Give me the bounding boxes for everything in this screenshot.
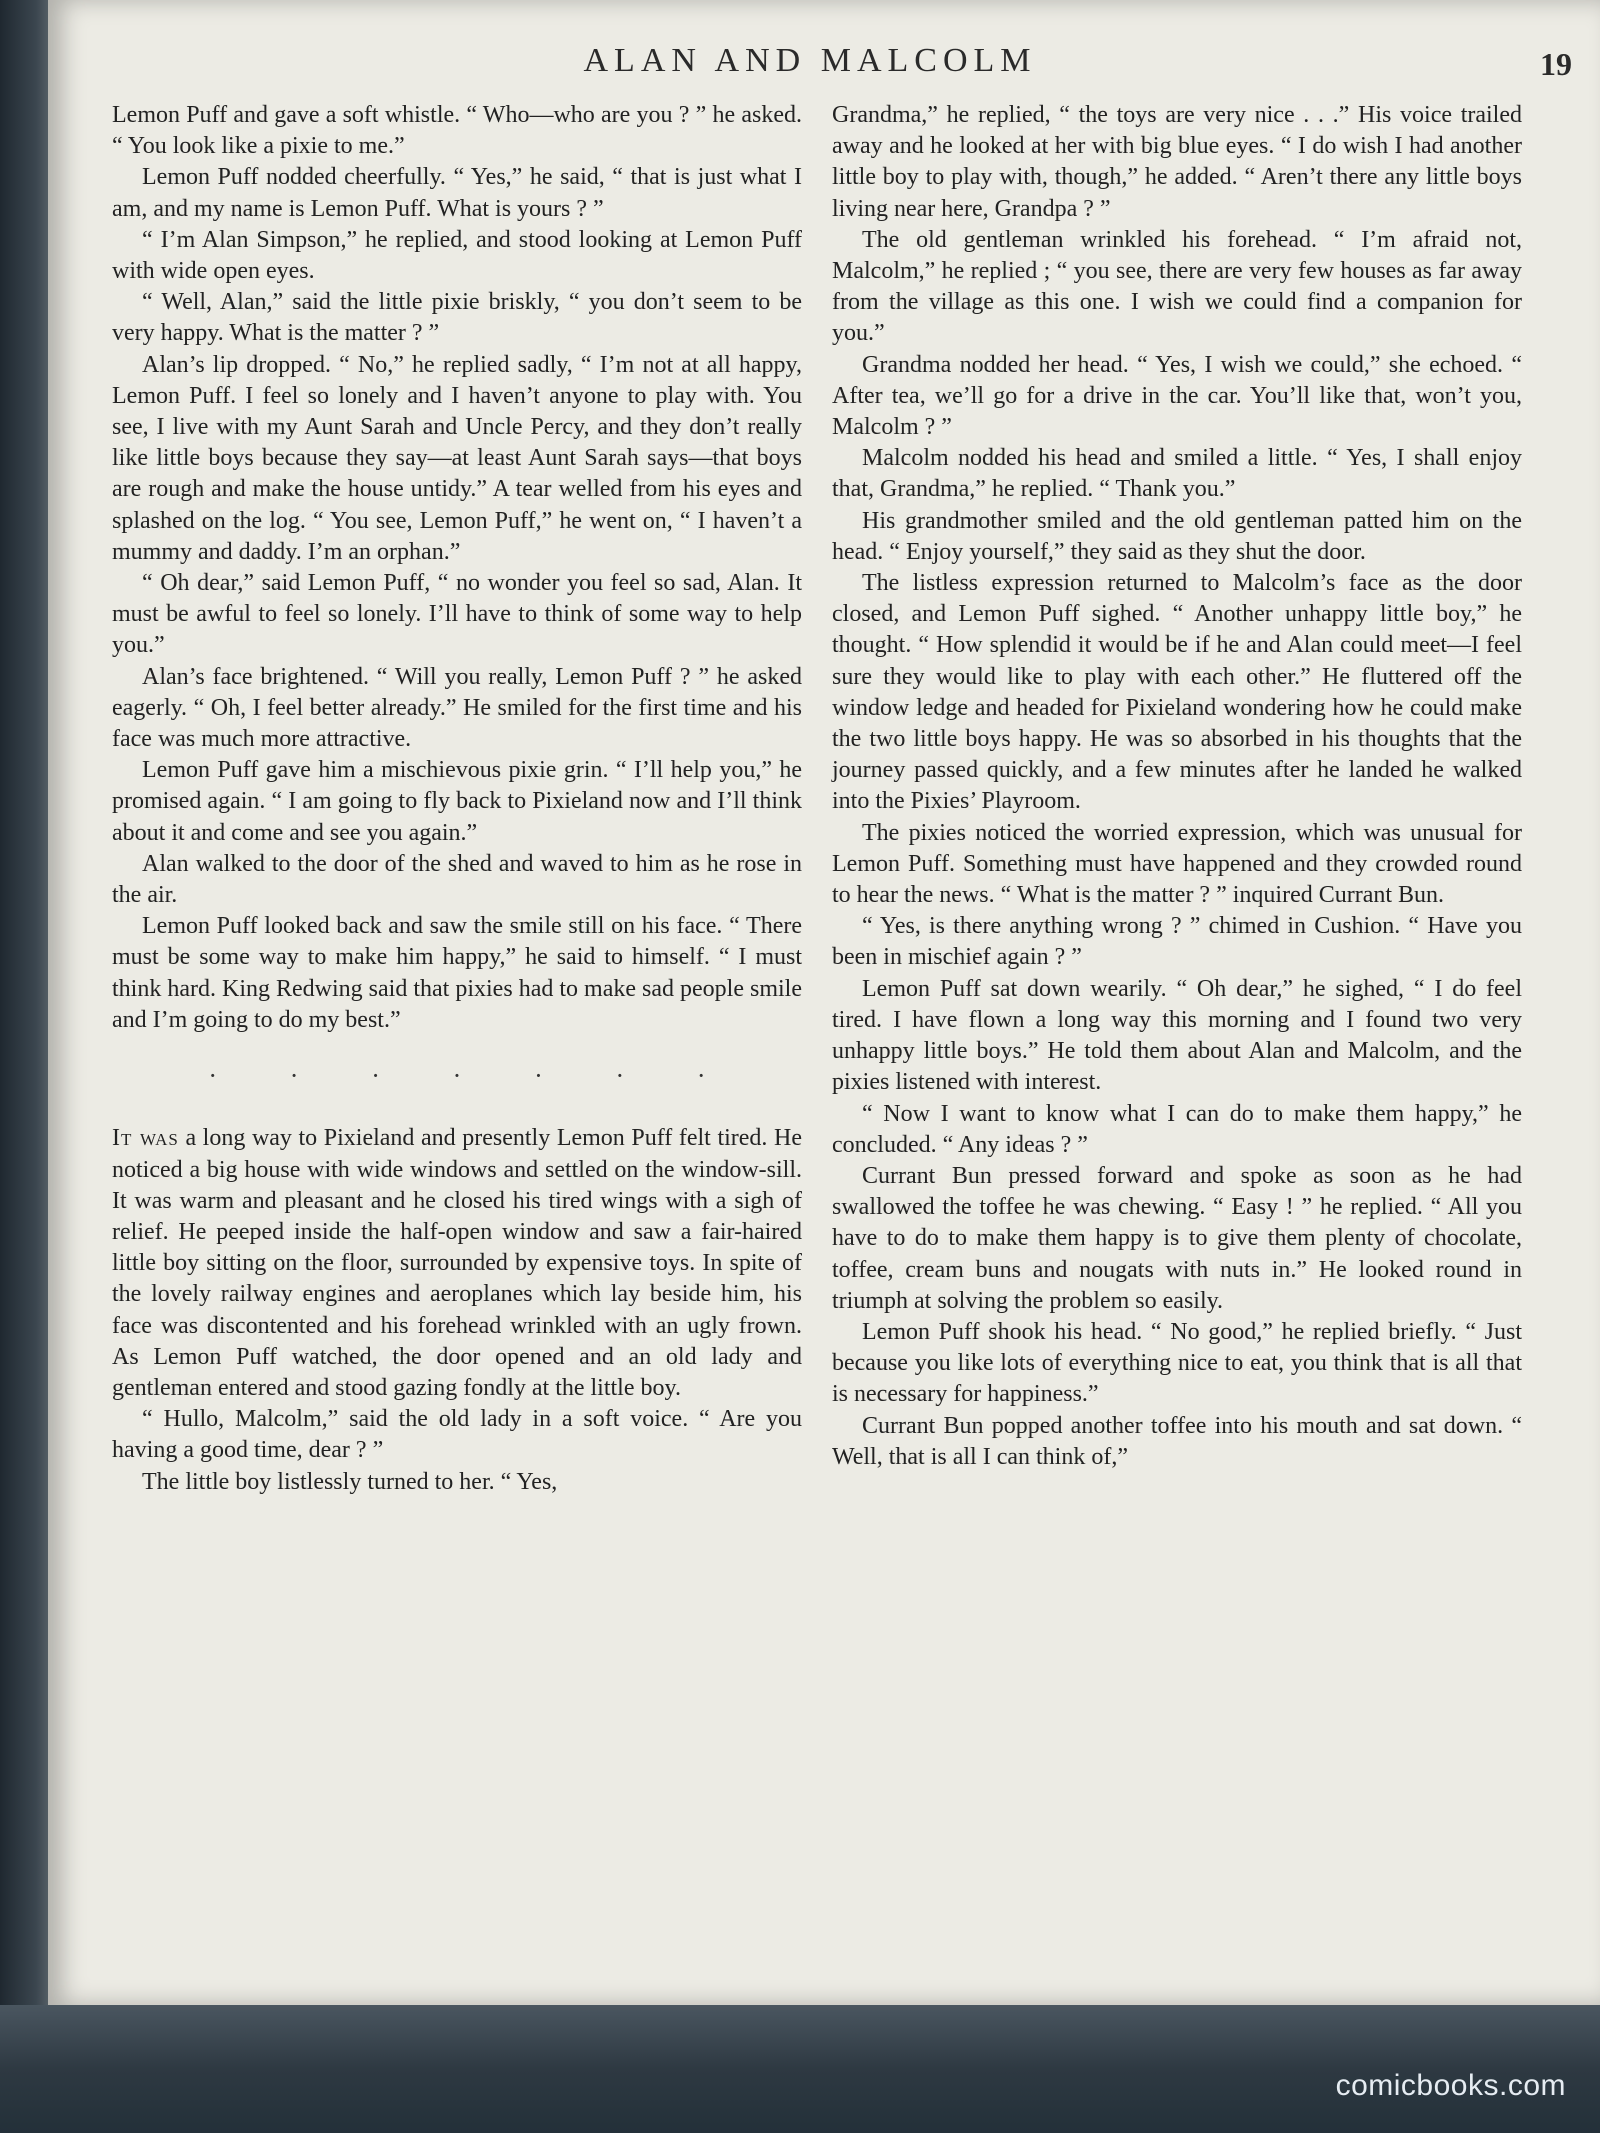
paragraph: “ Oh dear,” said Lemon Puff, “ no wonder you feel so sad, Alan. It must be awful to feel so lonely. I’ll have to think of some way to help you.” xyxy=(112,570,802,659)
paragraph: His grandmother smiled and the old gentleman patted him on the head. “ Enjoy yourself,” they said as they shut the door. xyxy=(832,507,1522,565)
running-title: ALAN AND MALCOLM xyxy=(583,42,1037,79)
section-lead-rest: a long way to Pixieland and presently Lemon Puff felt tired. He noticed a big house with wide windows and settled on the window-sill. It was warm and pleasant and he closed his tired wings with a sigh of relief. He peeped inside the half-open window and saw a fair-haired little boy sitting on the floor, surrounded by expensive toys. In spite of the lovely railway engines and aeroplanes which lay beside him, his face was discontented and his forehead wrinkled with an ugly frown. As Lemon Puff watched, the door opened and an old lady and gentleman entered and stood gazing fondly at the little boy. xyxy=(112,1125,802,1401)
paragraph: The listless expression returned to Malcolm’s face as the door closed, and Lemon Puff sighed. “ Another unhappy little boy,” he thought. “ How splendid it would be if he and Alan could meet—I feel sure they would like to play with each other.” He fluttered off the window ledge and headed for Pixieland wondering how he could make the two little boys happy. He was so absorbed in his thoughts that the journey passed quickly, and a few minutes after he landed he walked into the Pixies’ Playroom. xyxy=(832,570,1522,815)
section-opening-paragraph xyxy=(112,1123,802,1404)
section-break-dot: · xyxy=(289,1061,299,1091)
page-number: 19 xyxy=(1540,46,1572,82)
paragraph: “ Well, Alan,” said the little pixie briskly, “ you don’t seem to be very happy. What is the matter ? ” xyxy=(112,289,802,347)
section-break-dot: · xyxy=(534,1061,543,1091)
paragraph: Lemon Puff nodded cheerfully. “ Yes,” he said, “ that is just what I am, and my name is Lemon Puff. What is yours ? ” xyxy=(112,164,802,222)
paragraph: Lemon Puff sat down wearily. “ Oh dear,” he sighed, “ I do feel tired. I have flown a long way this morning and I found two very unhappy little boys.” He told them about Alan and Malcolm, and the pixies listened with interest. xyxy=(832,975,1522,1096)
paragraph: Alan’s lip dropped. “ No,” he replied sadly, “ I’m not at all happy, Lemon Puff. I feel so lonely and I haven’t anyone to play with. You see, I live with my Aunt Sarah and Uncle Percy, and they don’t really like little boys because they say—at least Aunt Sarah says—that boys are rough and make the house untidy.” A tear welled from his eyes and splashed on the log. “ You see, Lemon Puff,” he went on, “ I haven’t a mummy and daddy. I’m an orphan.” xyxy=(112,351,802,565)
section-break-dot: · xyxy=(371,1061,380,1091)
watermark: comicbooks.com xyxy=(1335,2069,1566,2102)
paragraph: Currant Bun pressed forward and spoke as soon as he had swallowed the toffee he was chewing. “ Easy ! ” he replied. “ All you have to do to make them happy is to give them plenty of chocolate, toffee, cream buns and nougats with nuts in.” He looked round in triumph at solving the problem so easily. xyxy=(832,1162,1522,1314)
section-lead-caps: It was xyxy=(112,1125,179,1152)
continued-paragraph: Grandma,” he replied, “ the toys are very nice . . .” His voice trailed away and he looked at her with big blue eyes. “ I do wish I had another little boy to play with, though,” he added. “ Aren’t there any little boys living near here, Grandpa ? ” xyxy=(832,102,1522,222)
paragraph: Lemon Puff gave him a mischievous pixie grin. “ I’ll help you,” he promised again. “ I am going to fly back to Pixieland now and I’ll think about it and come and see you again.” xyxy=(112,757,802,846)
paragraph: The pixies noticed the worried expression, which was unusual for Lemon Puff. Something must have happened and they crowded round to hear the news. “ What is the matter ? ” inquired Currant Bun. xyxy=(832,819,1522,909)
paragraph: “ Yes, is there anything wrong ? ” chimed in Cushion. “ Have you been in mischief again ? ” xyxy=(832,913,1522,971)
paragraph: Currant Bun popped another toffee into his mouth and sat down. “ Well, that is all I can think of,” xyxy=(832,1412,1522,1470)
paragraph: The old gentleman wrinkled his forehead. “ I’m afraid not, Malcolm,” he replied ; “ you see, there are very few houses as far away from the village as this one. I wish we could find a companion for you.” xyxy=(832,226,1522,347)
section-break-dot: · xyxy=(452,1061,462,1091)
paragraph: Lemon Puff shook his head. “ No good,” he replied briefly. “ Just because you like lots of everything nice to eat, you think that is all that is necessary for happiness.” xyxy=(832,1318,1522,1408)
section-break-dot: · xyxy=(615,1061,625,1091)
section-break-dot: · xyxy=(696,1061,706,1091)
paragraph: Alan’s face brightened. “ Will you really, Lemon Puff ? ” he asked eagerly. “ Oh, I feel better already.” He smiled for the first time and his face was much more attractive. xyxy=(112,663,802,753)
paragraph: “ Now I want to know what I can do to make them happy,” he concluded. “ Any ideas ? ” xyxy=(832,1100,1522,1158)
section-break xyxy=(112,1036,802,1123)
paragraph: Lemon Puff and gave a soft whistle. “ Who—who are you ? ” he asked. “ You look like a pixie to me.” xyxy=(112,102,802,160)
right-column xyxy=(832,100,1522,1473)
left-column-before-break xyxy=(112,100,802,1036)
paragraph: Lemon Puff looked back and saw the smile still on his face. “ There must be some way to make him happy,” he said to himself. “ I must think hard. King Redwing said that pixies had to make sad people smile and I’m going to do my best.” xyxy=(112,913,802,1033)
paragraph: “ Hullo, Malcolm,” said the old lady in a soft voice. “ Are you having a good time, dear ? ” xyxy=(112,1406,802,1464)
left-column xyxy=(112,100,802,1498)
section-break-dot: · xyxy=(208,1061,218,1091)
paragraph: Malcolm nodded his head and smiled a little. “ Yes, I shall enjoy that, Grandma,” he replied. “ Thank you.” xyxy=(832,445,1522,503)
paragraph: The little boy listlessly turned to her. “ Yes, xyxy=(142,1468,558,1495)
paragraph: Grandma nodded her head. “ Yes, I wish we could,” she echoed. “ After tea, we’ll go for a drive in the car. You’ll like that, won’t you, Malcolm ? ” xyxy=(832,351,1522,441)
paragraph: “ I’m Alan Simpson,” he replied, and stood looking at Lemon Puff with wide open eyes. xyxy=(112,226,802,285)
left-column-after-break xyxy=(112,1123,802,1497)
paragraph: Alan walked to the door of the shed and waved to him as he rose in the air. xyxy=(112,850,802,909)
